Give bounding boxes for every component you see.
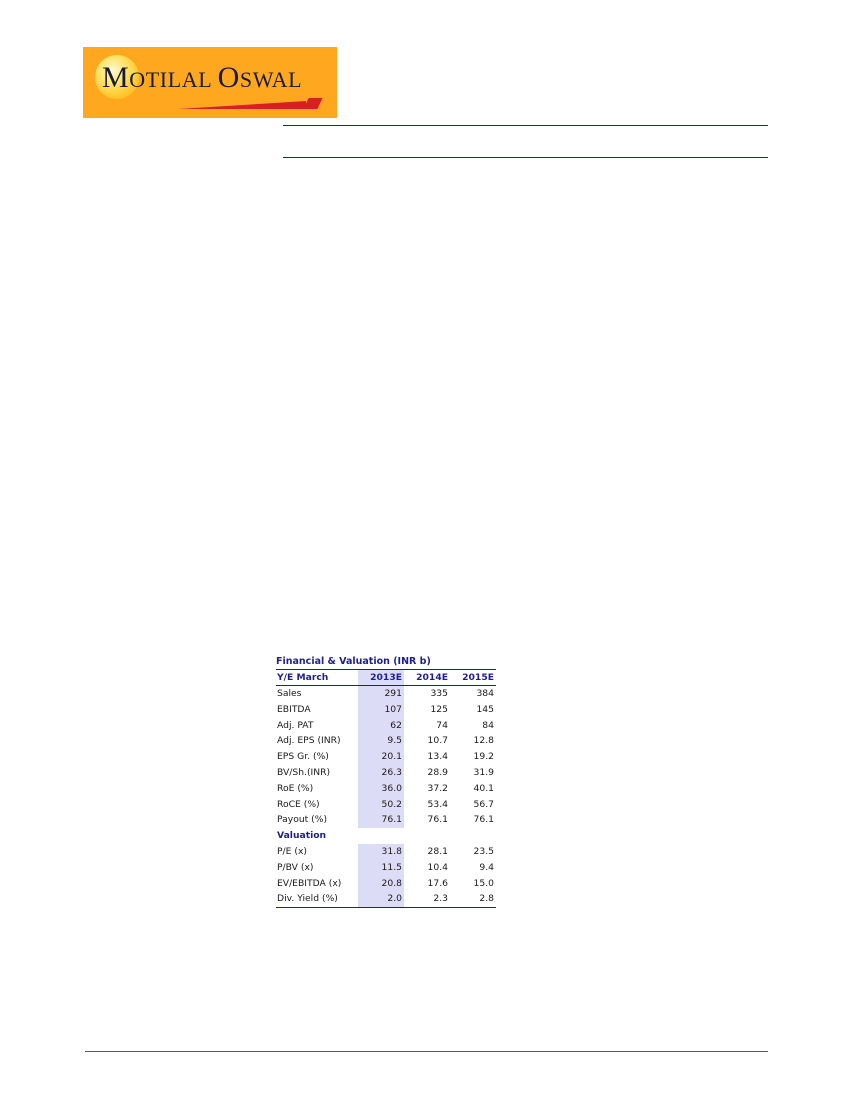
table-row [276, 686, 496, 702]
row-value: 20.8 [358, 876, 404, 892]
logo-wordmark: MOTILAL OSWAL [102, 61, 303, 94]
row-value: 28.9 [427, 766, 448, 778]
row-label: BV/Sh.(INR) [277, 766, 331, 778]
row-value: 40.1 [473, 782, 494, 794]
financial-valuation-table [276, 655, 496, 908]
table-row [276, 781, 496, 797]
header-col-2013: 2013E [358, 670, 404, 685]
row-value: 84 [482, 719, 494, 731]
header-rule-bottom [283, 157, 768, 158]
row-value: 9.5 [358, 733, 404, 749]
table-row [276, 718, 496, 734]
table-header-row [276, 670, 496, 686]
row-value: 145 [476, 703, 494, 715]
table-row [276, 765, 496, 781]
row-value: 56.7 [473, 798, 494, 810]
row-value: 31.9 [473, 766, 494, 778]
row-value: 15.0 [473, 877, 494, 889]
section-blank-cell [450, 828, 496, 844]
row-value: 37.2 [427, 782, 448, 794]
row-value: 2.0 [358, 891, 404, 907]
row-label: Adj. PAT [277, 719, 314, 731]
section-shade-cell [358, 828, 404, 844]
row-value: 107 [358, 702, 404, 718]
table-row [276, 702, 496, 718]
header-col-2014: 2014E [416, 672, 448, 683]
header-label: Y/E March [277, 672, 329, 683]
red-swoosh-icon [178, 101, 306, 109]
row-value: 2.3 [433, 893, 448, 905]
valuation-section-label: Valuation [277, 830, 327, 842]
motilal-oswal-logo [83, 47, 337, 118]
row-value: 23.5 [473, 845, 494, 857]
table-row [276, 844, 496, 860]
row-value: 20.1 [358, 749, 404, 765]
row-value: 74 [436, 719, 448, 731]
row-value: 26.3 [358, 765, 404, 781]
row-value: 10.4 [427, 861, 448, 873]
row-value: 335 [430, 688, 448, 699]
row-value: 28.1 [427, 845, 448, 857]
table-row [276, 876, 496, 892]
row-label: P/BV (x) [277, 861, 314, 873]
row-value: 31.8 [358, 844, 404, 860]
row-label: Sales [277, 688, 302, 699]
row-value: 125 [430, 703, 448, 715]
table-row [276, 749, 496, 765]
header-rule-top [283, 125, 768, 126]
row-label: RoCE (%) [277, 798, 320, 810]
table-row [276, 891, 496, 907]
row-value: 76.1 [358, 812, 404, 828]
row-value: 9.4 [479, 861, 494, 873]
row-value: 36.0 [358, 781, 404, 797]
row-value: 50.2 [358, 797, 404, 813]
row-label: EPS Gr. (%) [277, 751, 329, 763]
section-blank-cell [404, 828, 450, 844]
header-col-2015: 2015E [462, 672, 494, 683]
table-row [276, 860, 496, 876]
table-title: Financial & Valuation (INR b) [276, 655, 496, 670]
row-value: 17.6 [427, 877, 448, 889]
table-row [276, 812, 496, 828]
row-value: 76.1 [473, 814, 494, 826]
table-row [276, 797, 496, 813]
row-value: 62 [358, 718, 404, 734]
row-label: Div. Yield (%) [277, 893, 338, 905]
row-label: Payout (%) [277, 814, 328, 826]
row-value: 13.4 [427, 751, 448, 763]
row-value: 19.2 [473, 751, 494, 763]
row-label: P/E (x) [277, 845, 307, 857]
red-swoosh-tip-icon [303, 98, 322, 109]
row-value: 384 [476, 688, 494, 699]
table-row [276, 733, 496, 749]
row-label: RoE (%) [277, 782, 314, 794]
row-value: 53.4 [427, 798, 448, 810]
row-label: Adj. EPS (INR) [277, 735, 341, 747]
valuation-section-row [276, 828, 496, 844]
row-value: 12.8 [473, 735, 494, 747]
row-value: 2.8 [479, 893, 494, 905]
row-value: 291 [358, 686, 404, 702]
row-value: 10.7 [427, 735, 448, 747]
row-value: 11.5 [358, 860, 404, 876]
row-value: 76.1 [427, 814, 448, 826]
row-label: EV/EBITDA (x) [277, 877, 342, 889]
footer-rule [85, 1051, 768, 1052]
row-label: EBITDA [277, 703, 311, 715]
